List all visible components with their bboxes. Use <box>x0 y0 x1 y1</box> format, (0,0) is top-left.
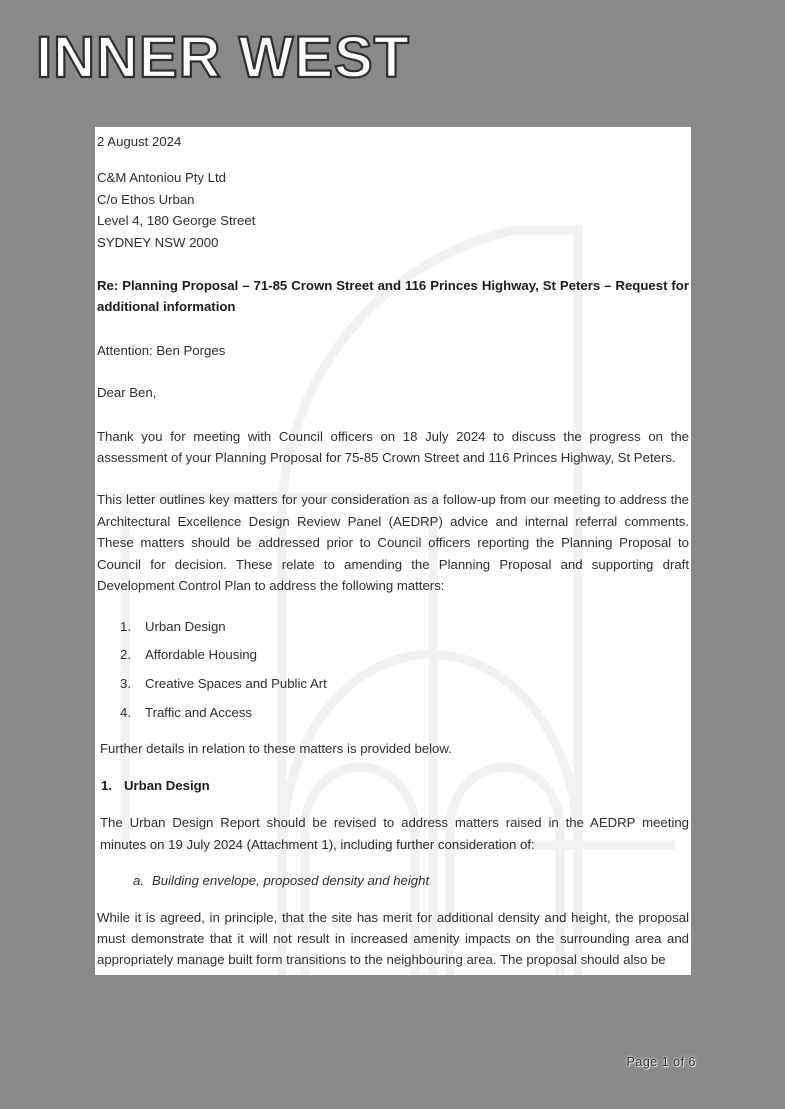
sub-item-text: Building envelope, proposed density and height <box>152 873 430 889</box>
list-item-label: Creative Spaces and Public Art <box>145 676 327 692</box>
recipient-line-company: C&M Antoniou Pty Ltd <box>97 170 227 186</box>
list-item-number: 1. <box>120 618 131 634</box>
list-item-urban-design <box>97 616 689 637</box>
list-item-affordable-housing <box>97 644 689 665</box>
list-item-number: 3. <box>120 676 131 692</box>
list-item-number: 2. <box>120 647 131 663</box>
recipient-line-street: Level 4, 180 George Street <box>97 213 256 229</box>
list-item-label: Affordable Housing <box>145 647 257 663</box>
paragraph-density-height: While it is agreed, in principle, that the site has merit for additional density and height, the proposal must demonstrate that it will not result in increased amenity impacts on the surrounding area and appropriately manage built form transitions to the neighbouring area. The proposal should also be <box>97 909 689 968</box>
section-heading-urban-design <box>97 775 689 796</box>
recipient-address-block <box>97 167 689 253</box>
section-number: 1. <box>101 778 112 794</box>
list-item-label: Traffic and Access <box>145 705 253 721</box>
paragraph-thank-you: Thank you for meeting with Council officers on 18 July 2024 to discuss the progress on the assessment of your Planning Proposal for 75-85 Crown Street and 116 Princes Highway, St Peters. <box>97 428 689 466</box>
salutation-line: Dear Ben, <box>97 385 157 401</box>
recipient-line-care-of: C/o Ethos Urban <box>97 191 195 207</box>
recipient-line-city: SYDNEY NSW 2000 <box>97 234 219 250</box>
letter-page <box>95 127 691 975</box>
sub-item-letter: a. <box>133 873 144 889</box>
section-body-paragraph: The Urban Design Report should be revised to address matters raised in the AEDRP meeting minutes on 19 July 2024 (Attachment 1), including further consideration of: <box>100 815 689 852</box>
sub-item-building-envelope <box>97 870 689 891</box>
matters-numbered-list <box>97 616 689 724</box>
further-details-line: Further details in relation to these matters is provided below. <box>100 740 452 756</box>
attention-line: Attention: Ben Porges <box>97 342 226 358</box>
page-number-indicator: Page 1 of 6 <box>626 1055 696 1069</box>
list-item-number: 4. <box>120 705 131 721</box>
list-item-label: Urban Design <box>145 618 226 634</box>
section-title: Urban Design <box>124 778 210 794</box>
list-item-traffic-access <box>97 702 689 723</box>
subject-heading: Re: Planning Proposal – 71-85 Crown Street and 116 Princes Highway, St Peters – Request for additional information <box>97 278 689 315</box>
paragraph-key-matters: This letter outlines key matters for your consideration as a follow-up from our meeting to address the Architectural Excellence Design Review Panel (AEDRP) advice and internal referral comments. These matters should be addressed prior to Council officers reporting the Planning Proposal to Council for decision. These relate to amending the Planning Proposal and supporting draft Development Control Plan to address the following matters: <box>97 492 689 594</box>
letter-content <box>95 127 691 971</box>
letter-date: 2 August 2024 <box>97 134 182 149</box>
inner-west-council-logo: INNER WEST <box>36 25 411 90</box>
list-item-creative-spaces <box>97 673 689 694</box>
